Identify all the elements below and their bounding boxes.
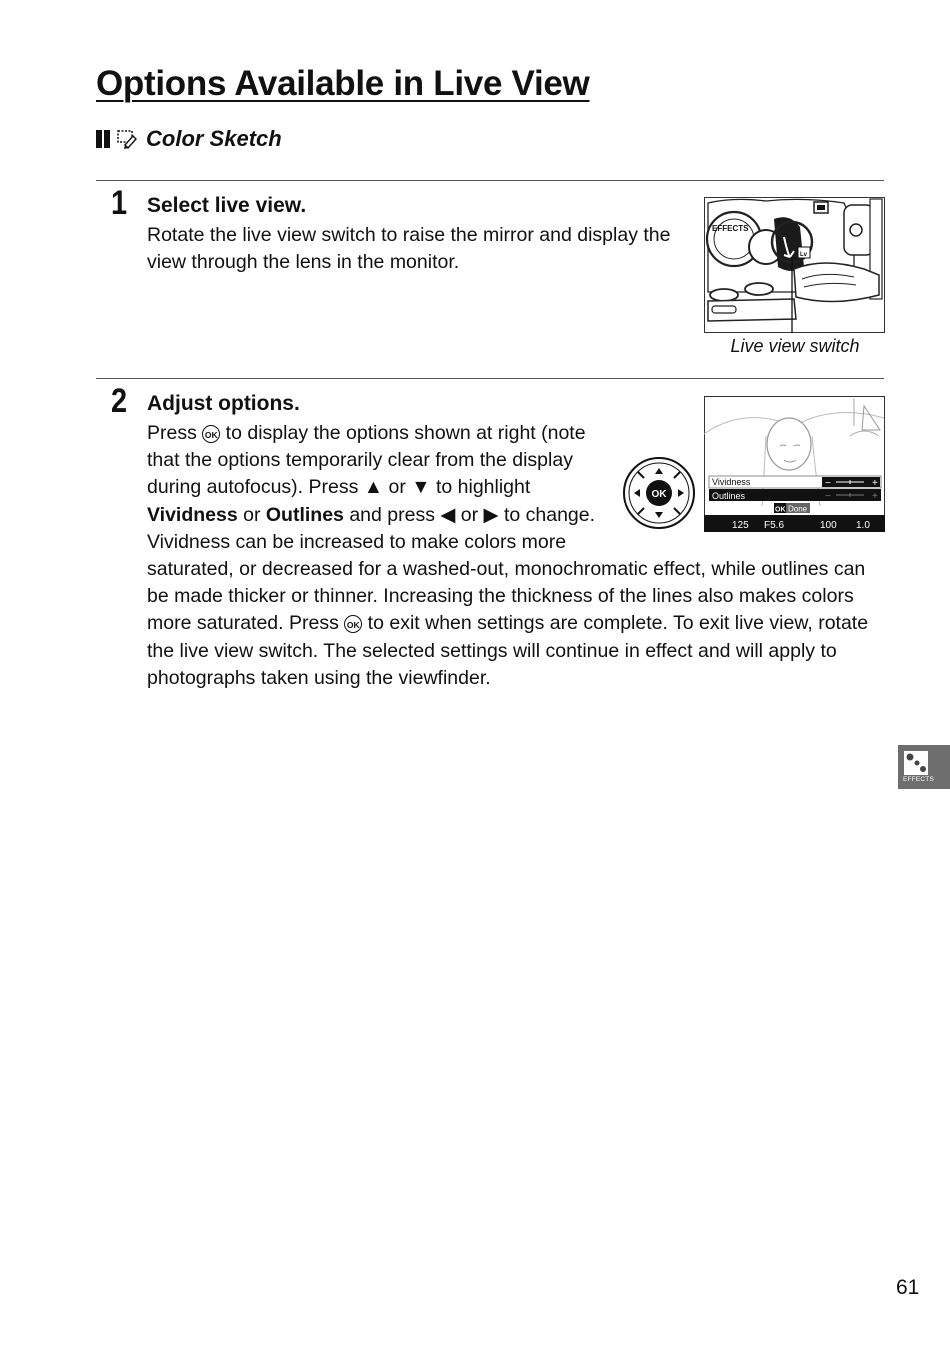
step-1-divider [96, 180, 884, 181]
step-2-text-3: or [237, 503, 266, 526]
lcd-shutter-speed: 125 [732, 520, 749, 531]
svg-text:−: − [825, 491, 831, 502]
svg-text:−: − [825, 478, 831, 489]
lcd-done-ok: OK [775, 506, 786, 514]
lcd-iso: 100 [820, 520, 837, 531]
step-1-title: Select live view. [147, 194, 307, 217]
effects-side-tab[interactable] [898, 745, 950, 789]
lcd-menu-item-vividness: Vividness [712, 477, 751, 487]
lcd-aperture: F5.6 [764, 520, 785, 531]
step-1-body [147, 222, 692, 276]
svg-text:+: + [872, 478, 878, 489]
svg-text:+: + [872, 491, 878, 502]
page-title: Options Available in Live View [96, 64, 590, 103]
ok-center-label: OK [651, 489, 667, 500]
step-2-text-2: to display the options shown at right (note that the options temporarily clear from the display during autofocus). Press ▲ or ▼ to highlight [147, 422, 586, 499]
section-heading-text: Color Sketch [146, 126, 282, 151]
step-2-text-1: Press [147, 422, 203, 444]
step-1-body-text: Rotate the live view switch to raise the mirror and display the view through the lens in the monitor. [147, 224, 671, 274]
lcd-menu-item-outlines: Outlines [712, 491, 746, 501]
step-1-number: 1 [111, 184, 128, 222]
dial-effects-label: EFFECTS [712, 224, 749, 233]
section-heading [96, 126, 282, 152]
ok-button-icon: OK [202, 425, 220, 443]
pause-bars-icon [96, 130, 110, 148]
ok-button-icon: OK [344, 615, 362, 633]
color-sketch-icon [116, 128, 138, 150]
camera-live-view-switch-figure [704, 197, 885, 334]
live-view-switch-caption: Live view switch [730, 336, 860, 356]
lcd-done-label: Done [788, 504, 808, 514]
side-tab-label: EFFECTS [903, 776, 935, 783]
step-2-number: 2 [111, 382, 128, 420]
multi-selector-figure [622, 456, 696, 530]
vividness-term: Vividness [147, 503, 238, 526]
lv-label: Lv [800, 252, 808, 258]
step-2-text-5: to exit when settings are complete. To exit live view, rotate the live view switch. The selected settings will continue in effect and will apply to photographs taken using the viewfinder. [147, 612, 869, 689]
outlines-term: Outlines [265, 503, 344, 526]
page-number: 61 [896, 1276, 920, 1299]
live-view-monitor-figure [704, 396, 885, 532]
effects-mode-icon [904, 751, 928, 775]
step-2-text-4: and press ◀ or ▶ to change. Vividness can be increased to make colors more saturated, or decreased for a washed-out, monochromatic effect, while outlines can be made thicker or thinner. Increasing the thickness of the lines also makes colors more saturated. Press [147, 503, 866, 635]
lcd-exposure-count: 1.0 [856, 520, 870, 531]
step-2-title: Adjust options. [147, 392, 300, 415]
step-2-divider [96, 378, 884, 379]
